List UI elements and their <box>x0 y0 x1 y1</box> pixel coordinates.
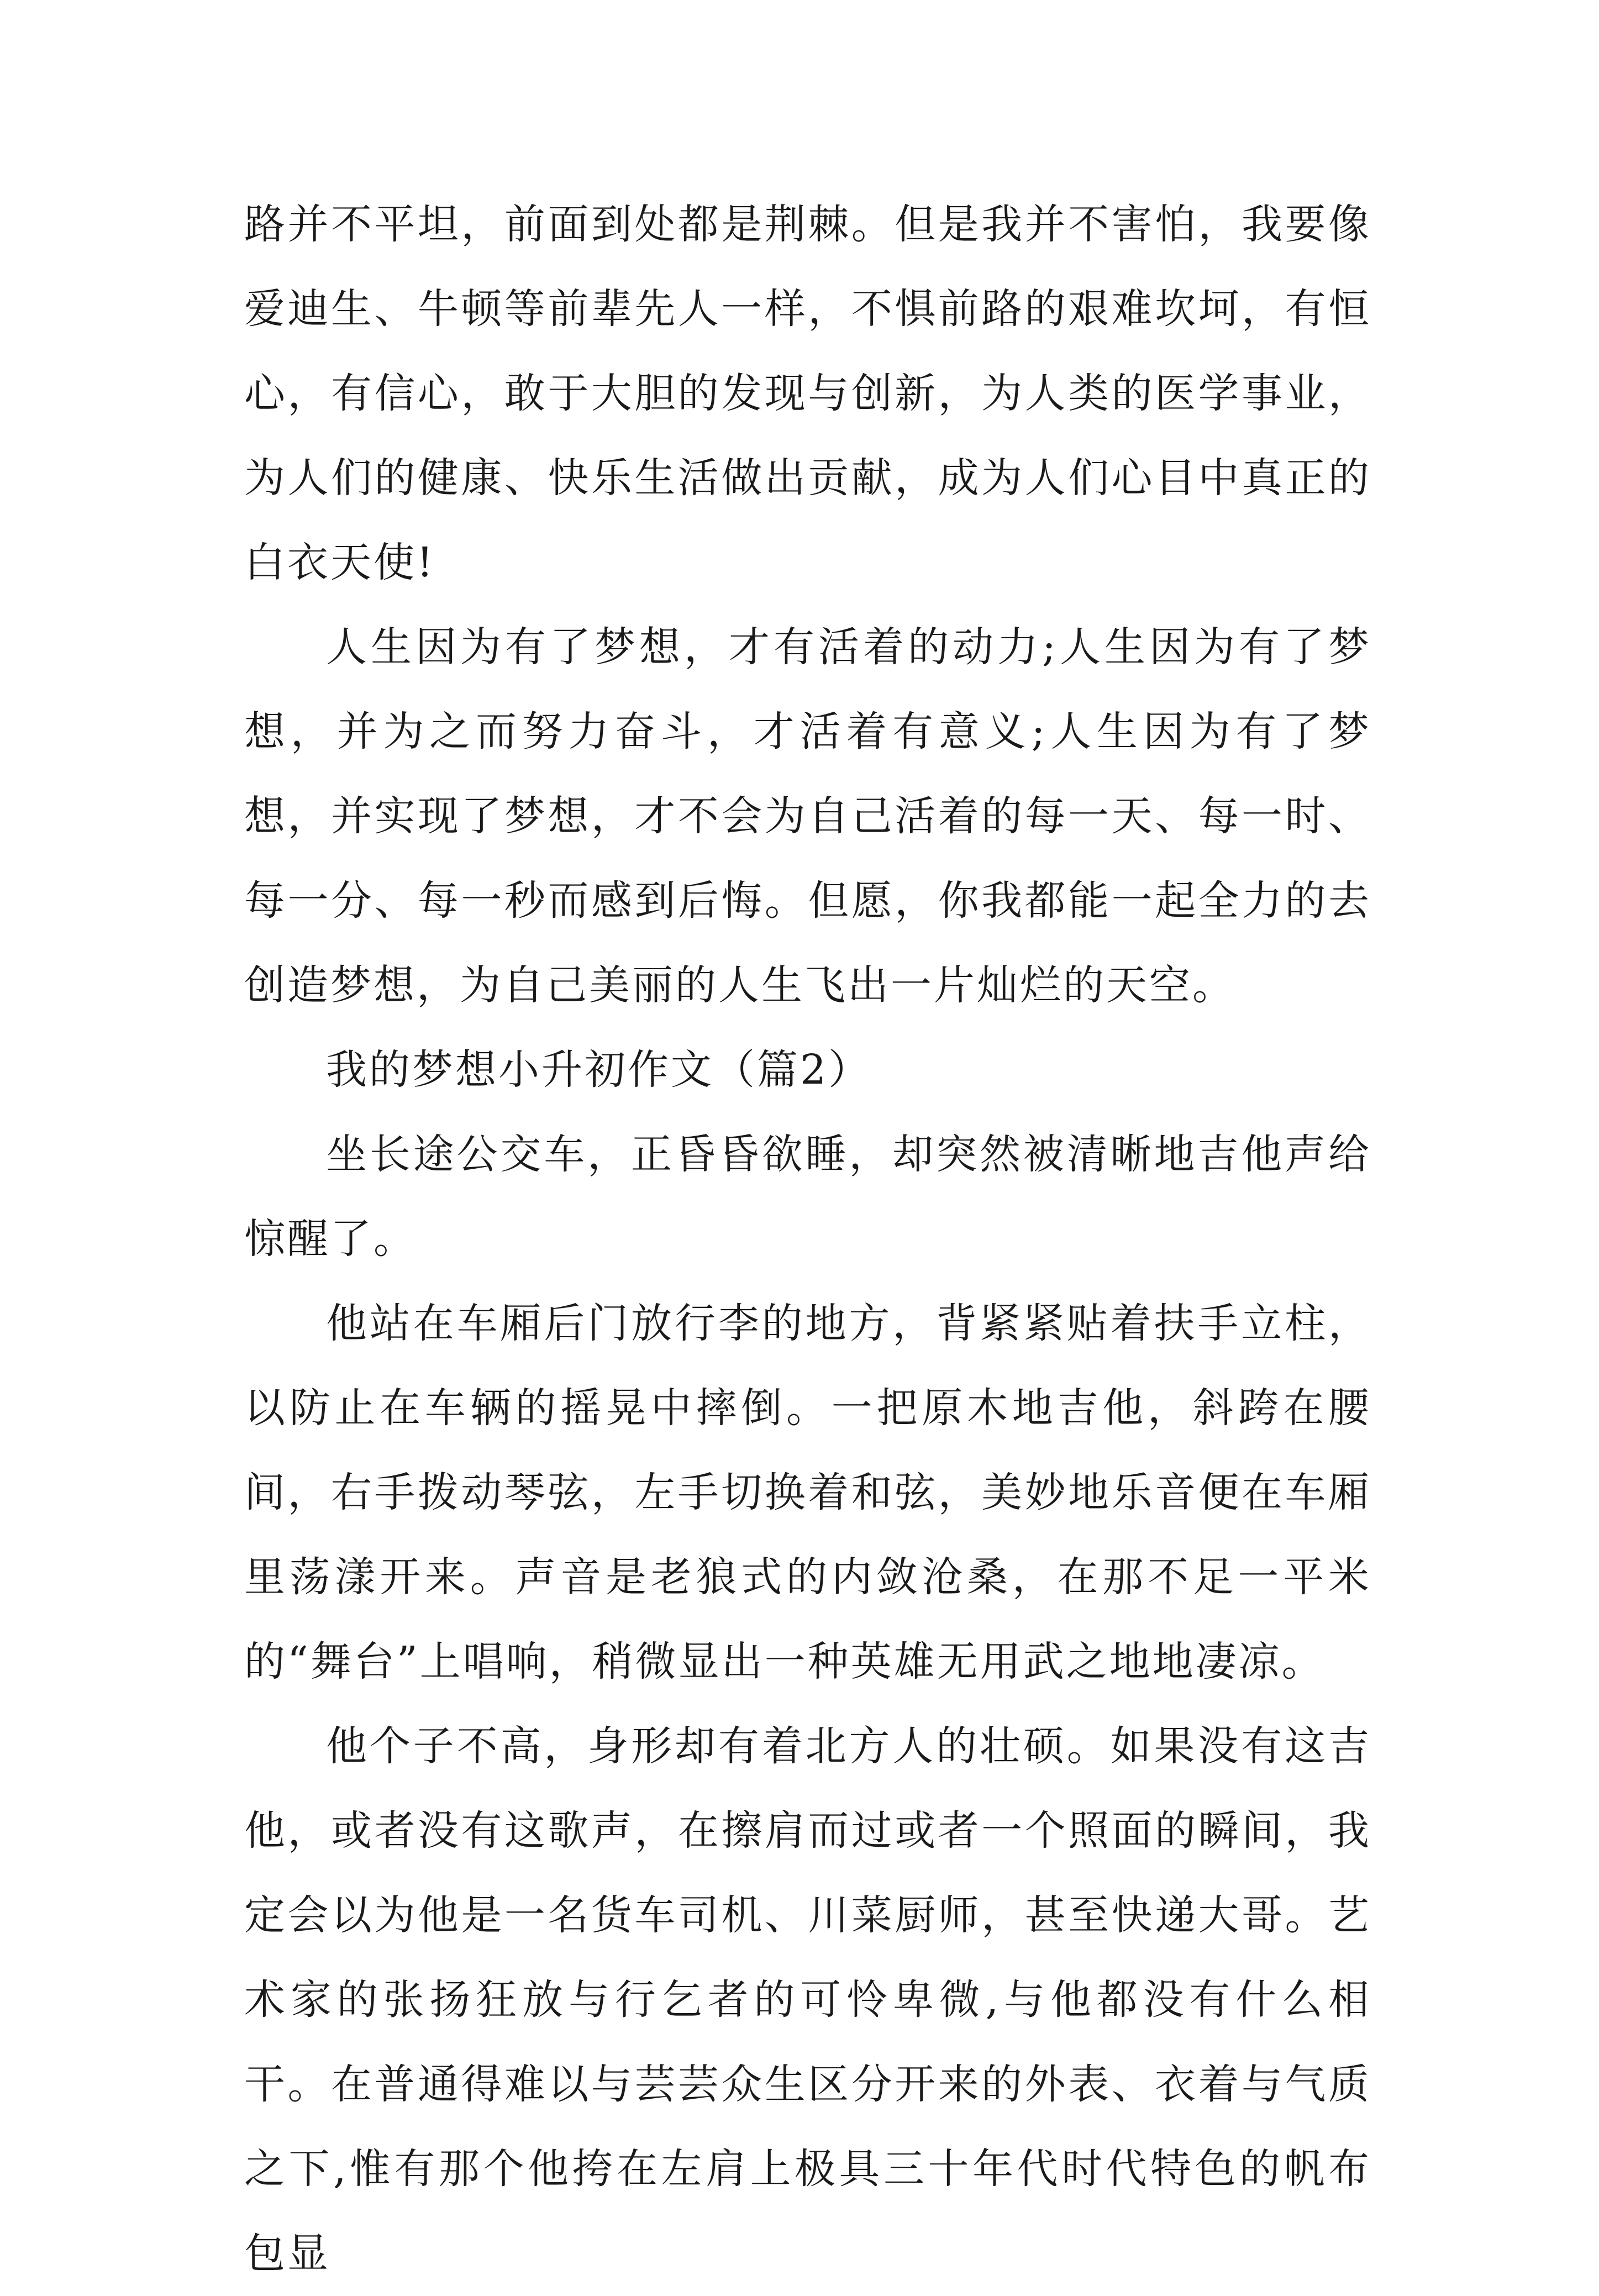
paragraph-guitarist-scene: 他站在车厢后门放行李的地方，背紧紧贴着扶手立柱，以防止在车辆的摇晃中摔倒。一把原木地吉他，斜跨在腰间，右手拨动琴弦，左手切换着和弦，美妙地乐音便在车厢里荡漾开来。声音是老狼式的内敛沧桑，在那不足一平米的“舞台”上唱响，稍微显出一种英雄无用武之地地凄凉。 <box>244 1300 1371 1685</box>
section-title: 我的梦想小升初作文（篇2） <box>326 1046 872 1094</box>
document-body <box>244 182 1371 2296</box>
paragraph-bus-ride: 坐长途公交车，正昏昏欲睡，却突然被清晰地吉他声给惊醒了。 <box>244 1131 1371 1263</box>
paragraph-continued: 路并不平坦，前面到处都是荆棘。但是我并不害怕，我要像爱迪生、牛顿等前辈先人一样，不惧前路的艰难坎坷，有恒心，有信心，敢于大胆的发现与创新，为人类的医学事业，为人们的健康、快乐生活做出贡献，成为人们心目中真正的白衣天使! <box>244 201 1371 586</box>
paragraph-dream-meaning: 人生因为有了梦想，才有活着的动力;人生因为有了梦想，并为之而努力奋斗，才活着有意义;人生因为有了梦想，并实现了梦想，才不会为自己活着的每一天、每一时、每一分、每一秒而感到后悔。但愿，你我都能一起全力的去创造梦想，为自己美丽的人生飞出一片灿烂的天空。 <box>244 623 1371 1009</box>
paragraph-guitarist-description: 他个子不高，身形却有着北方人的壮硕。如果没有这吉他，或者没有这歌声，在擦肩而过或者一个照面的瞬间，我定会以为他是一名货车司机、川菜厨师，甚至快递大哥。艺术家的张扬狂放与行乞者的可怜卑微,与他都没有什么相干。在普通得难以与芸芸众生区分开来的外表、衣着与气质之下,惟有那个他挎在左肩上极具三十年代时代特色的帆布包显 <box>244 1722 1371 2277</box>
